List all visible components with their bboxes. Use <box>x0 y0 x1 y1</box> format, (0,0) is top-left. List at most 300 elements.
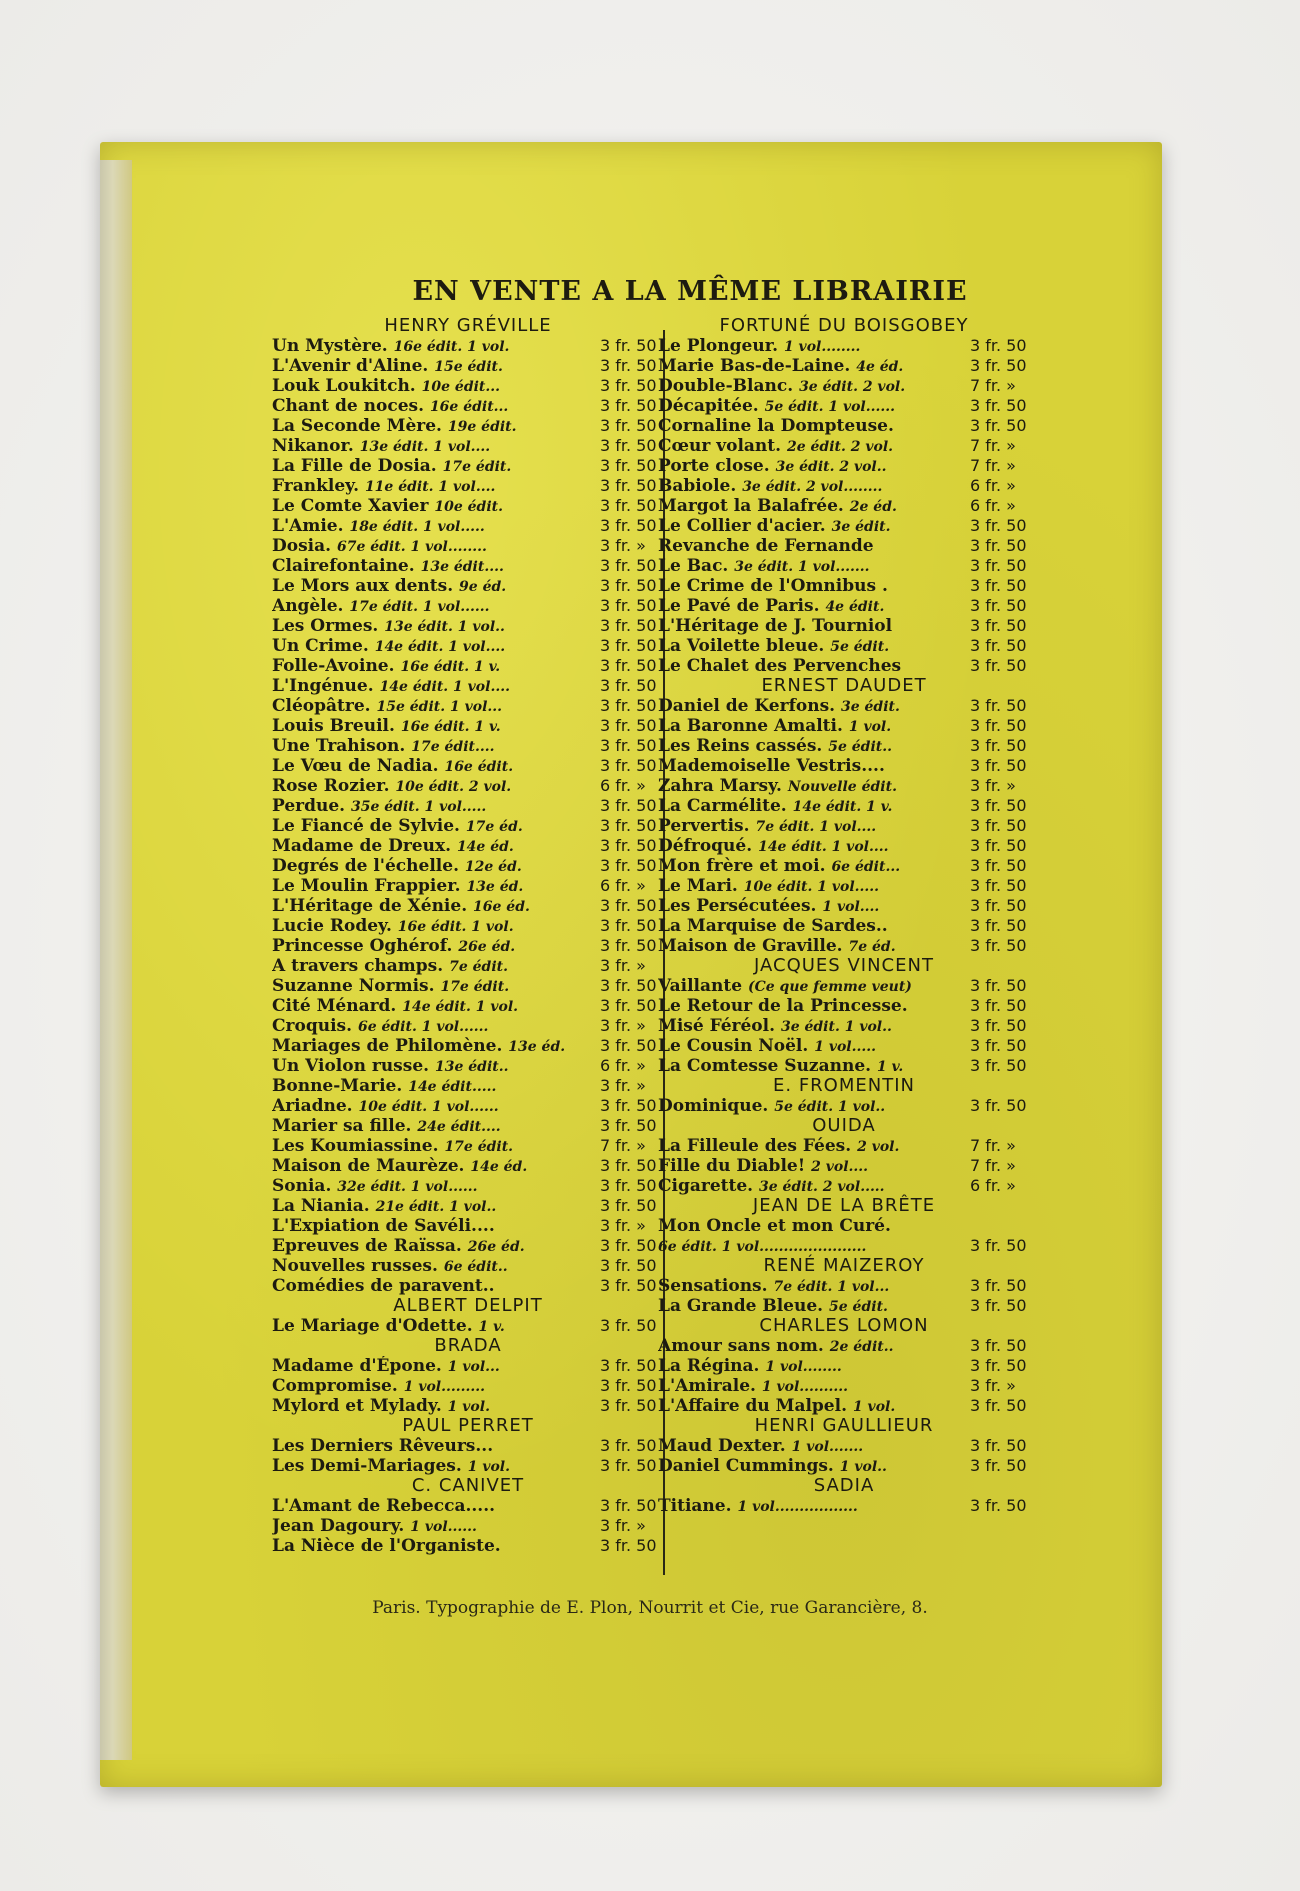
catalog-entry <box>658 696 1030 716</box>
catalog-entry <box>658 996 1030 1016</box>
entry-edition: 3e édit. 2 vol. <box>799 379 906 395</box>
entry-title: Le Cousin Noël. <box>658 1036 809 1056</box>
entry-price: 3 fr. 50 <box>600 1116 657 1135</box>
entry-price: 3 fr. 50 <box>600 436 657 455</box>
entry-price: 3 fr. 50 <box>600 616 657 635</box>
entry-text <box>658 696 900 716</box>
entry-title: Un Violon russe. <box>272 1056 430 1076</box>
entry-price: 3 fr. » <box>600 1016 646 1035</box>
entry-edition: 1 vol...... <box>410 1519 477 1535</box>
entry-edition: 2e éd. <box>849 499 897 515</box>
catalog-entry <box>272 1036 664 1056</box>
entry-text <box>658 816 876 836</box>
catalog-entry <box>658 596 1030 616</box>
entry-edition: 1 vol........ <box>783 339 861 355</box>
entry-title: Madame de Dreux. <box>272 836 452 856</box>
entry-text <box>658 796 892 816</box>
entry-title: Compromise. <box>272 1376 398 1396</box>
entry-text <box>658 996 908 1016</box>
entry-price: 3 fr. 50 <box>600 976 657 995</box>
entry-title: La Comtesse Suzanne. <box>658 1056 872 1076</box>
entry-edition: 10e édit. <box>434 499 503 515</box>
entry-text <box>658 736 892 756</box>
entry-price: 7 fr. » <box>970 376 1016 395</box>
catalog-entry <box>658 636 1030 656</box>
entry-text <box>658 1436 863 1456</box>
entry-price: 3 fr. 50 <box>970 536 1027 555</box>
entry-edition: 67e édit. 1 vol........ <box>336 539 487 555</box>
entry-title: Décapitée. <box>658 396 759 416</box>
entry-price: 3 fr. 50 <box>600 496 657 515</box>
entry-text <box>658 336 860 356</box>
catalog-entry <box>658 656 1030 676</box>
entry-price: 3 fr. » <box>600 1516 646 1535</box>
entry-title: Mon frère et moi. <box>658 856 826 876</box>
catalog-entry <box>272 336 664 356</box>
entry-title: Les Persécutées. <box>658 896 817 916</box>
entry-edition: 3e édit. 1 vol.. <box>780 1019 892 1035</box>
entry-price: 3 fr. 50 <box>600 1276 657 1295</box>
entry-title: Les Koumiassine. <box>272 1136 439 1156</box>
entry-edition: 16e édit. 1 v. <box>400 719 501 735</box>
catalog-entry <box>658 736 1030 756</box>
entry-title: Madame d'Épone. <box>272 1356 442 1376</box>
entry-price: 3 fr. 50 <box>600 996 657 1015</box>
catalog-entry <box>272 956 664 976</box>
catalog-entry <box>272 976 664 996</box>
entry-text <box>658 856 900 876</box>
catalog-entry <box>272 1056 664 1076</box>
entry-text <box>658 1356 842 1376</box>
catalog-entry <box>272 696 664 716</box>
entry-text <box>272 536 487 556</box>
entry-text <box>272 836 514 856</box>
catalog-entry <box>658 1336 1030 1356</box>
entry-edition: 17e éd. <box>465 819 523 835</box>
entry-text <box>272 796 486 816</box>
entry-text <box>272 1356 500 1376</box>
entry-edition: 14e édit. 1 vol.... <box>758 839 889 855</box>
entry-text <box>272 1136 513 1156</box>
entry-edition: (Ce que femme veut) <box>747 979 912 995</box>
entry-title: Le Mariage d'Odette. <box>272 1316 473 1336</box>
entry-price: 3 fr. 50 <box>600 756 657 775</box>
entry-text <box>272 756 513 776</box>
entry-price: 3 fr. 50 <box>600 636 657 655</box>
entry-title: Le Bac. <box>658 556 729 576</box>
entry-title: Maud Dexter. <box>658 1436 786 1456</box>
entry-price: 3 fr. » <box>970 1376 1016 1395</box>
entry-title: Daniel Cummings. <box>658 1456 834 1476</box>
entry-edition: 1 vol. <box>467 1459 510 1475</box>
author-heading: E. FROMENTIN <box>773 1075 915 1096</box>
entry-price: 3 fr. 50 <box>600 1196 657 1215</box>
entry-text <box>658 656 901 676</box>
catalog-entry <box>272 916 664 936</box>
entry-title: Un Crime. <box>272 636 369 656</box>
entry-text <box>658 1376 848 1396</box>
entry-title: Défroqué. <box>658 836 753 856</box>
entry-text <box>658 1456 887 1476</box>
entry-text <box>272 496 503 516</box>
entry-title: Le Fiancé de Sylvie. <box>272 816 460 836</box>
catalog-entry <box>272 536 664 556</box>
entry-edition: 3e édit. 2 vol.. <box>775 459 887 475</box>
entry-edition: 13e édit. 1 vol.... <box>359 439 491 455</box>
catalog-entry <box>658 556 1030 576</box>
entry-price: 3 fr. 50 <box>600 1036 657 1055</box>
catalog-entry <box>272 1456 664 1476</box>
entry-price: 3 fr. 50 <box>970 636 1027 655</box>
entry-price: 3 fr. 50 <box>600 516 657 535</box>
entry-edition: 16e édit. 1 vol. <box>393 339 510 355</box>
catalog-entry <box>658 1136 1030 1156</box>
catalog-entry <box>272 936 664 956</box>
catalog-entry <box>658 376 1030 396</box>
entry-title: La Baronne Amalti. <box>658 716 843 736</box>
entry-edition: 26e éd. <box>467 1239 525 1255</box>
entry-title: Louis Breuil. <box>272 716 395 736</box>
author-heading: BRADA <box>434 1335 502 1356</box>
entry-price: 3 fr. 50 <box>600 916 657 935</box>
entry-title: Double-Blanc. <box>658 376 794 396</box>
entry-edition: 21e édit. 1 vol.. <box>375 1199 497 1215</box>
entry-edition: 1 v. <box>876 1059 904 1075</box>
entry-text <box>658 1156 868 1176</box>
entry-title: La Seconde Mère. <box>272 416 442 436</box>
entry-price: 3 fr. 50 <box>970 616 1027 635</box>
entry-title: Cigarette. <box>658 1176 754 1196</box>
entry-edition: 3e édit. <box>831 519 891 535</box>
catalog-entry <box>658 456 1030 476</box>
entry-title: Frankley. <box>272 476 360 496</box>
entry-price: 3 fr. 50 <box>970 1276 1027 1295</box>
entry-text <box>658 1016 892 1036</box>
entry-title: Les Ormes. <box>272 616 379 636</box>
catalog-entry <box>272 576 664 596</box>
entry-edition: 14e édit. 1 vol.... <box>379 679 510 695</box>
entry-text <box>272 976 509 996</box>
entry-price: 3 fr. 50 <box>600 1536 657 1555</box>
entry-price: 3 fr. 50 <box>970 756 1027 775</box>
entry-price: 3 fr. 50 <box>970 716 1027 735</box>
entry-edition: 1 vol.... <box>822 899 880 915</box>
catalog-entry <box>658 1096 1030 1116</box>
entry-text <box>272 1516 477 1536</box>
entry-text <box>272 356 503 376</box>
entry-text <box>272 1256 508 1276</box>
entry-text <box>658 376 905 396</box>
entry-title: La Marquise de Sardes.. <box>658 916 888 936</box>
entry-edition: 1 vol. <box>852 1399 896 1415</box>
catalog-entry <box>658 336 1030 356</box>
catalog-entry <box>658 896 1030 916</box>
entry-title: Dosia. <box>272 536 332 556</box>
entry-price: 3 fr. 50 <box>600 836 657 855</box>
entry-price: 3 fr. 50 <box>970 936 1027 955</box>
entry-text <box>658 896 879 916</box>
entry-edition: 16e édit. <box>444 759 514 775</box>
entry-title: La Nièce de l'Organiste. <box>272 1536 501 1556</box>
entry-price: 3 fr. 50 <box>600 936 657 955</box>
entry-price: 3 fr. 50 <box>970 916 1027 935</box>
catalog-entry <box>658 816 1030 836</box>
catalog-entry <box>272 896 664 916</box>
entry-edition: 17e édit. <box>444 1139 514 1155</box>
entry-edition: 1 vol.......... <box>761 1379 849 1395</box>
entry-title: Marie Bas-de-Laine. <box>658 356 851 376</box>
entry-price: 3 fr. 50 <box>600 476 657 495</box>
catalog-entry <box>272 1156 664 1176</box>
entry-title: La Niania. <box>272 1196 370 1216</box>
entry-text <box>272 656 500 676</box>
entry-price: 3 fr. 50 <box>970 1236 1027 1255</box>
entry-title: Marier sa fille. <box>272 1116 412 1136</box>
entry-edition: 15e édit. 1 vol... <box>376 699 503 715</box>
entry-price: 3 fr. 50 <box>600 656 657 675</box>
entry-text <box>272 416 517 436</box>
entry-price: 3 fr. 50 <box>970 576 1027 595</box>
catalog-entry <box>658 716 1030 736</box>
entry-text <box>272 896 530 916</box>
entry-title: Le Mors aux dents. <box>272 576 454 596</box>
entry-title: Zahra Marsy. <box>658 776 782 796</box>
entry-edition: 2e édit.. <box>829 1339 894 1355</box>
entry-price: 3 fr. 50 <box>970 1396 1027 1415</box>
entry-price: 3 fr. 50 <box>970 976 1027 995</box>
entry-edition: 3e édit. 2 vol..... <box>759 1179 885 1195</box>
entry-text <box>658 916 888 936</box>
entry-price: 3 fr. 50 <box>600 676 657 695</box>
entry-title: Epreuves de Raïssa. <box>272 1236 462 1256</box>
entry-edition: 3e édit. 1 vol....... <box>734 559 870 575</box>
author-heading: FORTUNÉ DU BOISGOBEY <box>719 315 969 336</box>
entry-price: 7 fr. » <box>970 1136 1016 1155</box>
catalog-entry <box>658 976 1030 996</box>
entry-price: 7 fr. » <box>970 456 1016 475</box>
entry-title: La Filleule des Fées. <box>658 1136 852 1156</box>
entry-text <box>658 716 891 736</box>
entry-price: 3 fr. 50 <box>970 356 1027 375</box>
entry-title: Le Mari. <box>658 876 738 896</box>
entry-title: La Régina. <box>658 1356 760 1376</box>
entry-edition: 6e édit. 1 vol...................... <box>658 1239 867 1255</box>
entry-price: 3 fr. 50 <box>970 1016 1027 1035</box>
entry-price: 3 fr. 50 <box>970 1456 1027 1475</box>
entry-title: Cœur volant. <box>658 436 782 456</box>
entry-text <box>658 756 885 776</box>
entry-edition: 6e édit... <box>831 859 901 875</box>
catalog-entry <box>272 596 664 616</box>
entry-price: 3 fr. 50 <box>600 396 657 415</box>
entry-price: 3 fr. 50 <box>600 736 657 755</box>
catalog-entry <box>658 416 1030 436</box>
entry-text <box>272 936 515 956</box>
catalog-entry <box>658 856 1030 876</box>
entry-title: Le Comte Xavier <box>272 496 429 516</box>
entry-text <box>272 556 504 576</box>
entry-price: 3 fr. 50 <box>970 336 1027 355</box>
entry-text <box>658 356 903 376</box>
entry-text <box>272 1116 501 1136</box>
entry-text <box>658 1096 885 1116</box>
entry-edition: 13e éd. <box>508 1039 566 1055</box>
entry-text <box>272 1156 527 1176</box>
entry-edition: 10e édit. 1 vol..... <box>743 879 880 895</box>
entry-text <box>272 816 523 836</box>
catalog-entry <box>272 1516 664 1536</box>
entry-text <box>658 776 897 796</box>
entry-edition: 6e édit.. <box>443 1259 508 1275</box>
entry-price: 3 fr. 50 <box>970 556 1027 575</box>
right-catalog-column <box>658 316 1030 1516</box>
entry-text <box>658 876 879 896</box>
author-heading: RENÉ MAIZEROY <box>763 1255 925 1276</box>
entry-price: 3 fr. 50 <box>600 556 657 575</box>
entry-edition: 14e édit. 1 vol.... <box>374 639 506 655</box>
catalog-entry <box>272 1176 664 1196</box>
catalog-entry <box>658 876 1030 896</box>
left-catalog-column <box>272 316 664 1556</box>
entry-text <box>658 1136 899 1156</box>
entry-title: Mademoiselle Vestris.... <box>658 756 885 776</box>
entry-title: La Grande Bleue. <box>658 1296 824 1316</box>
entry-edition: 1 vol......... <box>403 1379 485 1395</box>
catalog-entry <box>658 1016 1030 1036</box>
entry-text <box>272 1456 510 1476</box>
catalog-entry <box>658 576 1030 596</box>
entry-text <box>658 596 884 616</box>
entry-text <box>272 1056 508 1076</box>
entry-title: Le Retour de la Princesse. <box>658 996 908 1016</box>
entry-price: 3 fr. 50 <box>970 1436 1027 1455</box>
catalog-entry <box>658 1216 1030 1236</box>
entry-price: 3 fr. 50 <box>970 1036 1027 1055</box>
catalog-entry <box>272 716 664 736</box>
entry-title: Comédies de paravent.. <box>272 1276 495 1296</box>
entry-title: Nikanor. <box>272 436 354 456</box>
entry-edition: 2 vol. <box>857 1139 900 1155</box>
entry-price: 3 fr. 50 <box>600 1316 657 1335</box>
entry-text <box>658 636 889 656</box>
entry-edition: 19e édit. <box>447 419 517 435</box>
catalog-entry <box>272 1536 664 1556</box>
catalog-entry <box>658 1496 1030 1516</box>
entry-price: 3 fr. 50 <box>600 1176 657 1195</box>
entry-title: Amour sans nom. <box>658 1336 824 1356</box>
author-heading: CHARLES LOMON <box>759 1315 929 1336</box>
entry-text <box>658 496 897 516</box>
entry-edition: 12e éd. <box>464 859 522 875</box>
entry-text <box>272 1196 496 1216</box>
entry-text <box>272 396 508 416</box>
catalog-entry <box>272 816 664 836</box>
entry-text <box>272 996 518 1016</box>
entry-edition: 32e édit. 1 vol...... <box>337 1179 478 1195</box>
catalog-entry <box>272 416 664 436</box>
entry-edition: 9e éd. <box>459 579 507 595</box>
entry-text <box>272 436 490 456</box>
catalog-entry <box>272 736 664 756</box>
catalog-entry <box>272 1096 664 1116</box>
entry-text <box>272 1276 495 1296</box>
entry-price: 3 fr. 50 <box>600 1156 657 1175</box>
entry-edition: 16e éd. <box>473 899 530 915</box>
entry-text <box>272 1396 490 1416</box>
entry-edition: 16e édit. 1 v. <box>400 659 501 675</box>
entry-edition: 35e édit. 1 vol..... <box>351 799 487 815</box>
entry-text <box>272 636 505 656</box>
entry-title: Nouvelles russes. <box>272 1256 438 1276</box>
catalog-entry <box>272 1136 664 1156</box>
entry-title: Mariages de Philomène. <box>272 1036 503 1056</box>
entry-edition: 17e édit. <box>442 459 512 475</box>
entry-text <box>658 1036 876 1056</box>
entry-edition: 13e éd. <box>466 879 524 895</box>
entry-text <box>272 1376 485 1396</box>
entry-edition: 2 vol.... <box>811 1159 869 1175</box>
entry-title: Cléopâtre. <box>272 696 371 716</box>
catalog-entry <box>658 476 1030 496</box>
entry-price: 3 fr. 50 <box>970 816 1027 835</box>
entry-title: L'Héritage de J. Tourniol <box>658 616 893 636</box>
entry-text <box>658 456 887 476</box>
entry-text <box>658 1496 858 1516</box>
entry-title: La Carmélite. <box>658 796 787 816</box>
catalog-entry <box>658 1236 1030 1256</box>
entry-price: 3 fr. 50 <box>970 596 1027 615</box>
catalog-entry <box>658 1376 1030 1396</box>
entry-text <box>272 336 509 356</box>
entry-text <box>658 976 912 996</box>
entry-price: 3 fr. » <box>970 776 1016 795</box>
catalog-entry <box>658 616 1030 636</box>
entry-edition: 15e édit. <box>434 359 503 375</box>
entry-text <box>658 1396 895 1416</box>
entry-edition: 7e édit. <box>449 959 508 975</box>
catalog-entry <box>272 1236 664 1256</box>
entry-title: Les Reins cassés. <box>658 736 823 756</box>
catalog-entry <box>658 836 1030 856</box>
entry-price: 3 fr. 50 <box>600 456 657 475</box>
entry-price: 6 fr. » <box>600 776 646 795</box>
entry-edition: 4e édit. <box>825 599 885 615</box>
entry-text <box>272 716 501 736</box>
catalog-entry <box>272 476 664 496</box>
entry-text <box>272 476 495 496</box>
catalog-entry <box>272 656 664 676</box>
author-heading: ALBERT DELPIT <box>393 1295 543 1316</box>
entry-text <box>272 376 500 396</box>
entry-text <box>658 1216 891 1236</box>
catalog-entry <box>658 1296 1030 1316</box>
entry-title: L'Ingénue. <box>272 676 374 696</box>
entry-text <box>658 536 874 556</box>
entry-text <box>272 1316 505 1336</box>
entry-price: 3 fr. 50 <box>600 596 657 615</box>
entry-price: 3 fr. 50 <box>970 876 1027 895</box>
entry-title: Le Chalet des Pervenches <box>658 656 902 676</box>
entry-price: 3 fr. 50 <box>970 836 1027 855</box>
entry-title: Revanche de Fernande <box>658 536 874 556</box>
entry-price: 3 fr. 50 <box>600 816 657 835</box>
catalog-entry <box>272 1396 664 1416</box>
entry-text <box>658 576 888 596</box>
entry-edition: 2e édit. 2 vol. <box>786 439 894 455</box>
entry-title: Cité Ménard. <box>272 996 397 1016</box>
entry-edition: 17e édit. <box>440 979 510 995</box>
entry-edition: 5e édit. 1 vol.. <box>774 1099 886 1115</box>
